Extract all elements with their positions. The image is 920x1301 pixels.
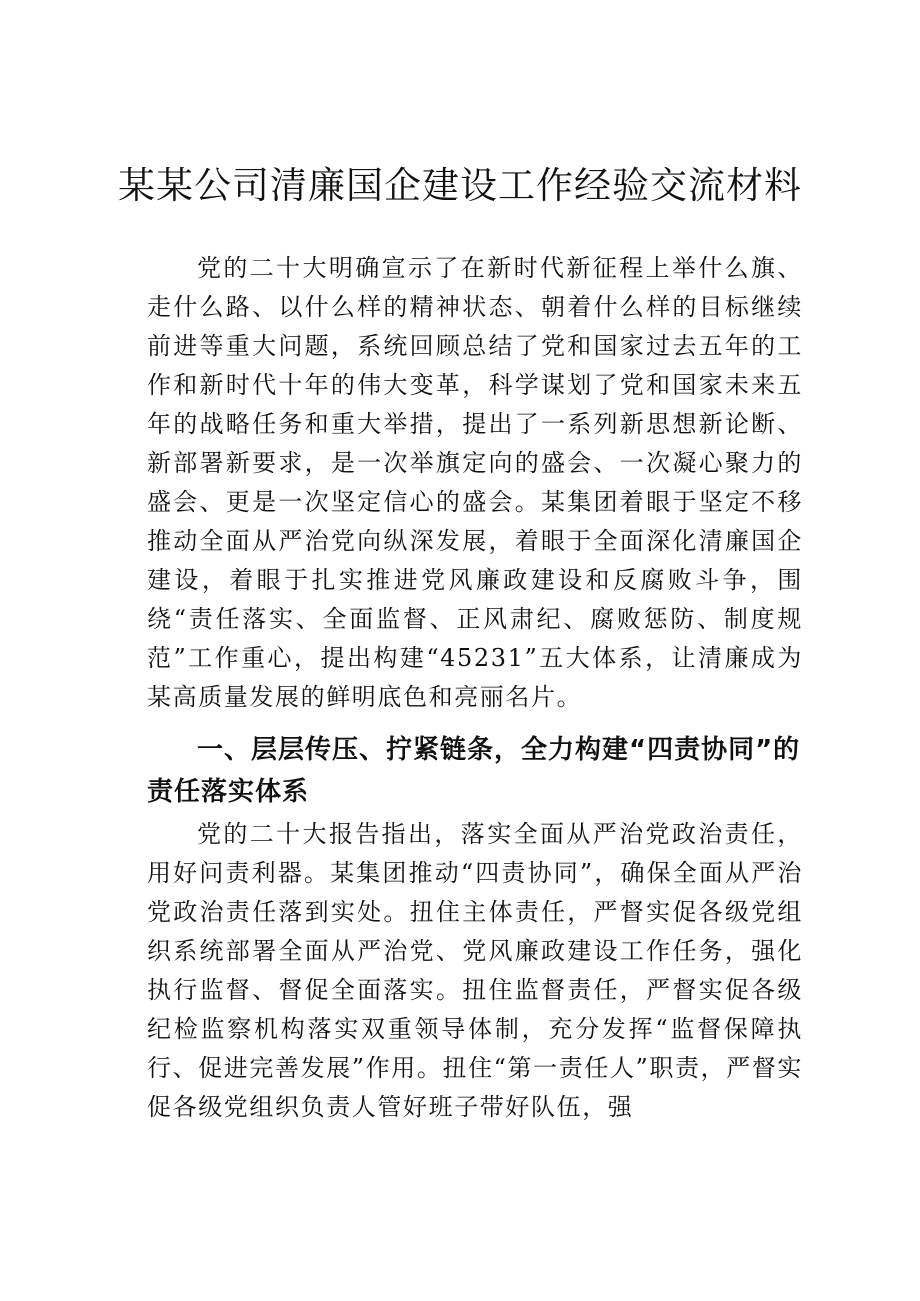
section-heading-1: 一、层层传压、拧紧链条，全力构建“四责协同”的责任落实体系 <box>147 735 801 807</box>
intro-paragraph: 党的二十大明确宣示了在新时代新征程上举什么旗、走什么路、以什么样的精神状态、朝着什么样的目标继续前进等重大问题，系统回顾总结了党和国家过去五年的工作和新时代十年的伟大变革，科学谋划了党和国家未来五年的战略任务和重大举措，提出了一系列新思想新论断、新部署新要求，是一次举旗定向的盛会、一次凝心聚力的盛会、更是一次坚定信心的盛会。某集团着眼于坚定不移推动全面从严治党向纵深发展，着眼于全面深化清廉国企建设，着眼于扎实推进党风廉政建设和反腐败斗争，围绕“责任落实、全面监督、正风肃纪、腐败惩防、制度规范”工作重心，提出构建“45231”五大体系，让清廉成为某高质量发展的鲜明底色和亮丽名片。 <box>147 254 803 711</box>
document-title: 某某公司清廉国企建设工作经验交流材料 <box>118 164 802 207</box>
section-1-paragraph: 党的二十大报告指出，落实全面从严治党政治责任，用好问责利器。某集团推动“四责协同”，确保全面从严治党政治责任落到实处。扭住主体责任，严督实促各级党组织系统部署全面从严治党、党风廉政建设工作任务，强化执行监督、督促全面落实。扭住监督责任，严督实促各级纪检监察机构落实双重领导体制，充分发挥“监督保障执行、促进完善发展”作用。扭住“第一责任人”职责，严督实促各级党组织负责人管好班子带好队伍，强 <box>147 820 804 1121</box>
